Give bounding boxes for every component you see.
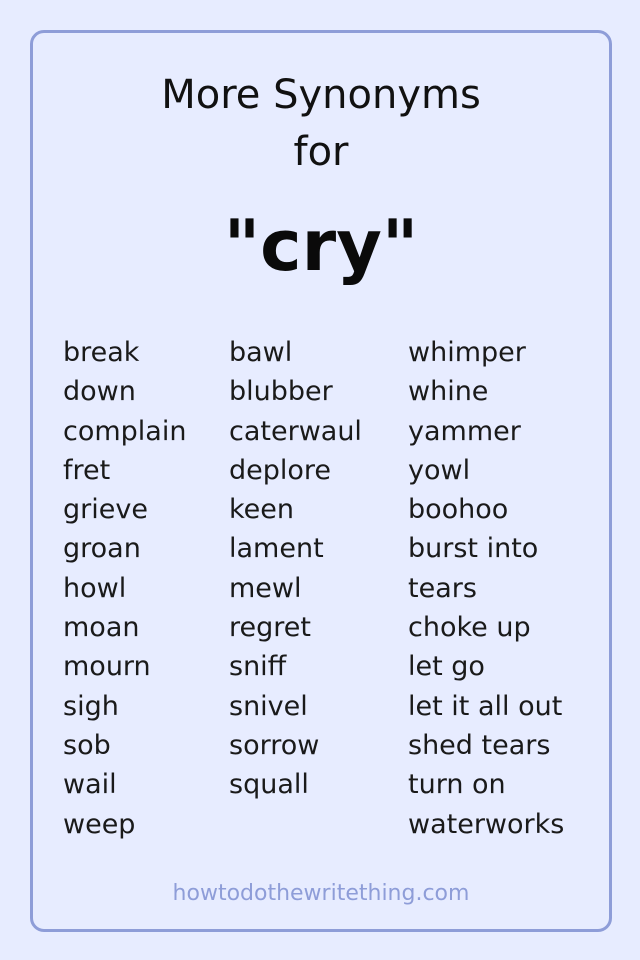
synonym-item: yammer [408,415,521,447]
keyword-title: "cry" [223,205,419,287]
synonym-item: groan [63,533,141,565]
synonym-item: waterworks [408,808,565,840]
synonym-item: down [63,376,136,408]
synonym-column-2 [229,333,362,805]
synonym-item: burst into [408,533,539,565]
synonym-card [30,30,612,932]
synonym-item: let go [408,651,485,683]
synonym-item: deplore [229,454,332,486]
synonym-item: squall [229,769,309,801]
synonym-item: choke up [408,612,531,644]
synonym-item: grieve [63,494,148,526]
synonym-item: sorrow [229,729,320,761]
synonym-item: yowl [408,454,471,486]
synonym-item: wail [63,769,117,801]
synonym-item: sigh [63,690,119,722]
synonym-item: bawl [229,337,293,368]
synonym-item: sniff [229,651,287,683]
synonym-item: caterwaul [229,415,362,447]
synonym-item: fret [63,454,111,486]
synonym-item: moan [63,612,140,644]
synonym-item: mewl [229,572,302,604]
synonym-item: weep [63,808,136,840]
synonym-item: complain [63,415,187,447]
synonym-item: blubber [229,376,333,408]
synonym-item: tears [408,572,477,604]
synonym-item: turn on [408,769,506,801]
synonym-item: whimper [408,337,526,368]
synonym-item: howl [63,572,127,604]
synonym-item: boohoo [408,494,509,526]
synonym-item: let it all out [408,690,563,722]
synonym-column-3 [408,333,564,844]
website-footer: howtodothewritething.com [172,881,470,906]
synonym-item: keen [229,494,295,526]
synonym-item: mourn [63,651,151,683]
synonym-item: shed tears [408,729,551,761]
synonym-item: regret [229,612,311,644]
synonym-item: lament [229,533,324,565]
synonym-column-1 [63,333,186,844]
synonym-item: whine [408,376,489,408]
synonym-item: break [63,337,140,368]
title-line-2: for [293,129,349,175]
synonym-item: sob [63,729,111,761]
title-line-1: More Synonyms [161,72,481,118]
synonym-item: snivel [229,690,308,722]
